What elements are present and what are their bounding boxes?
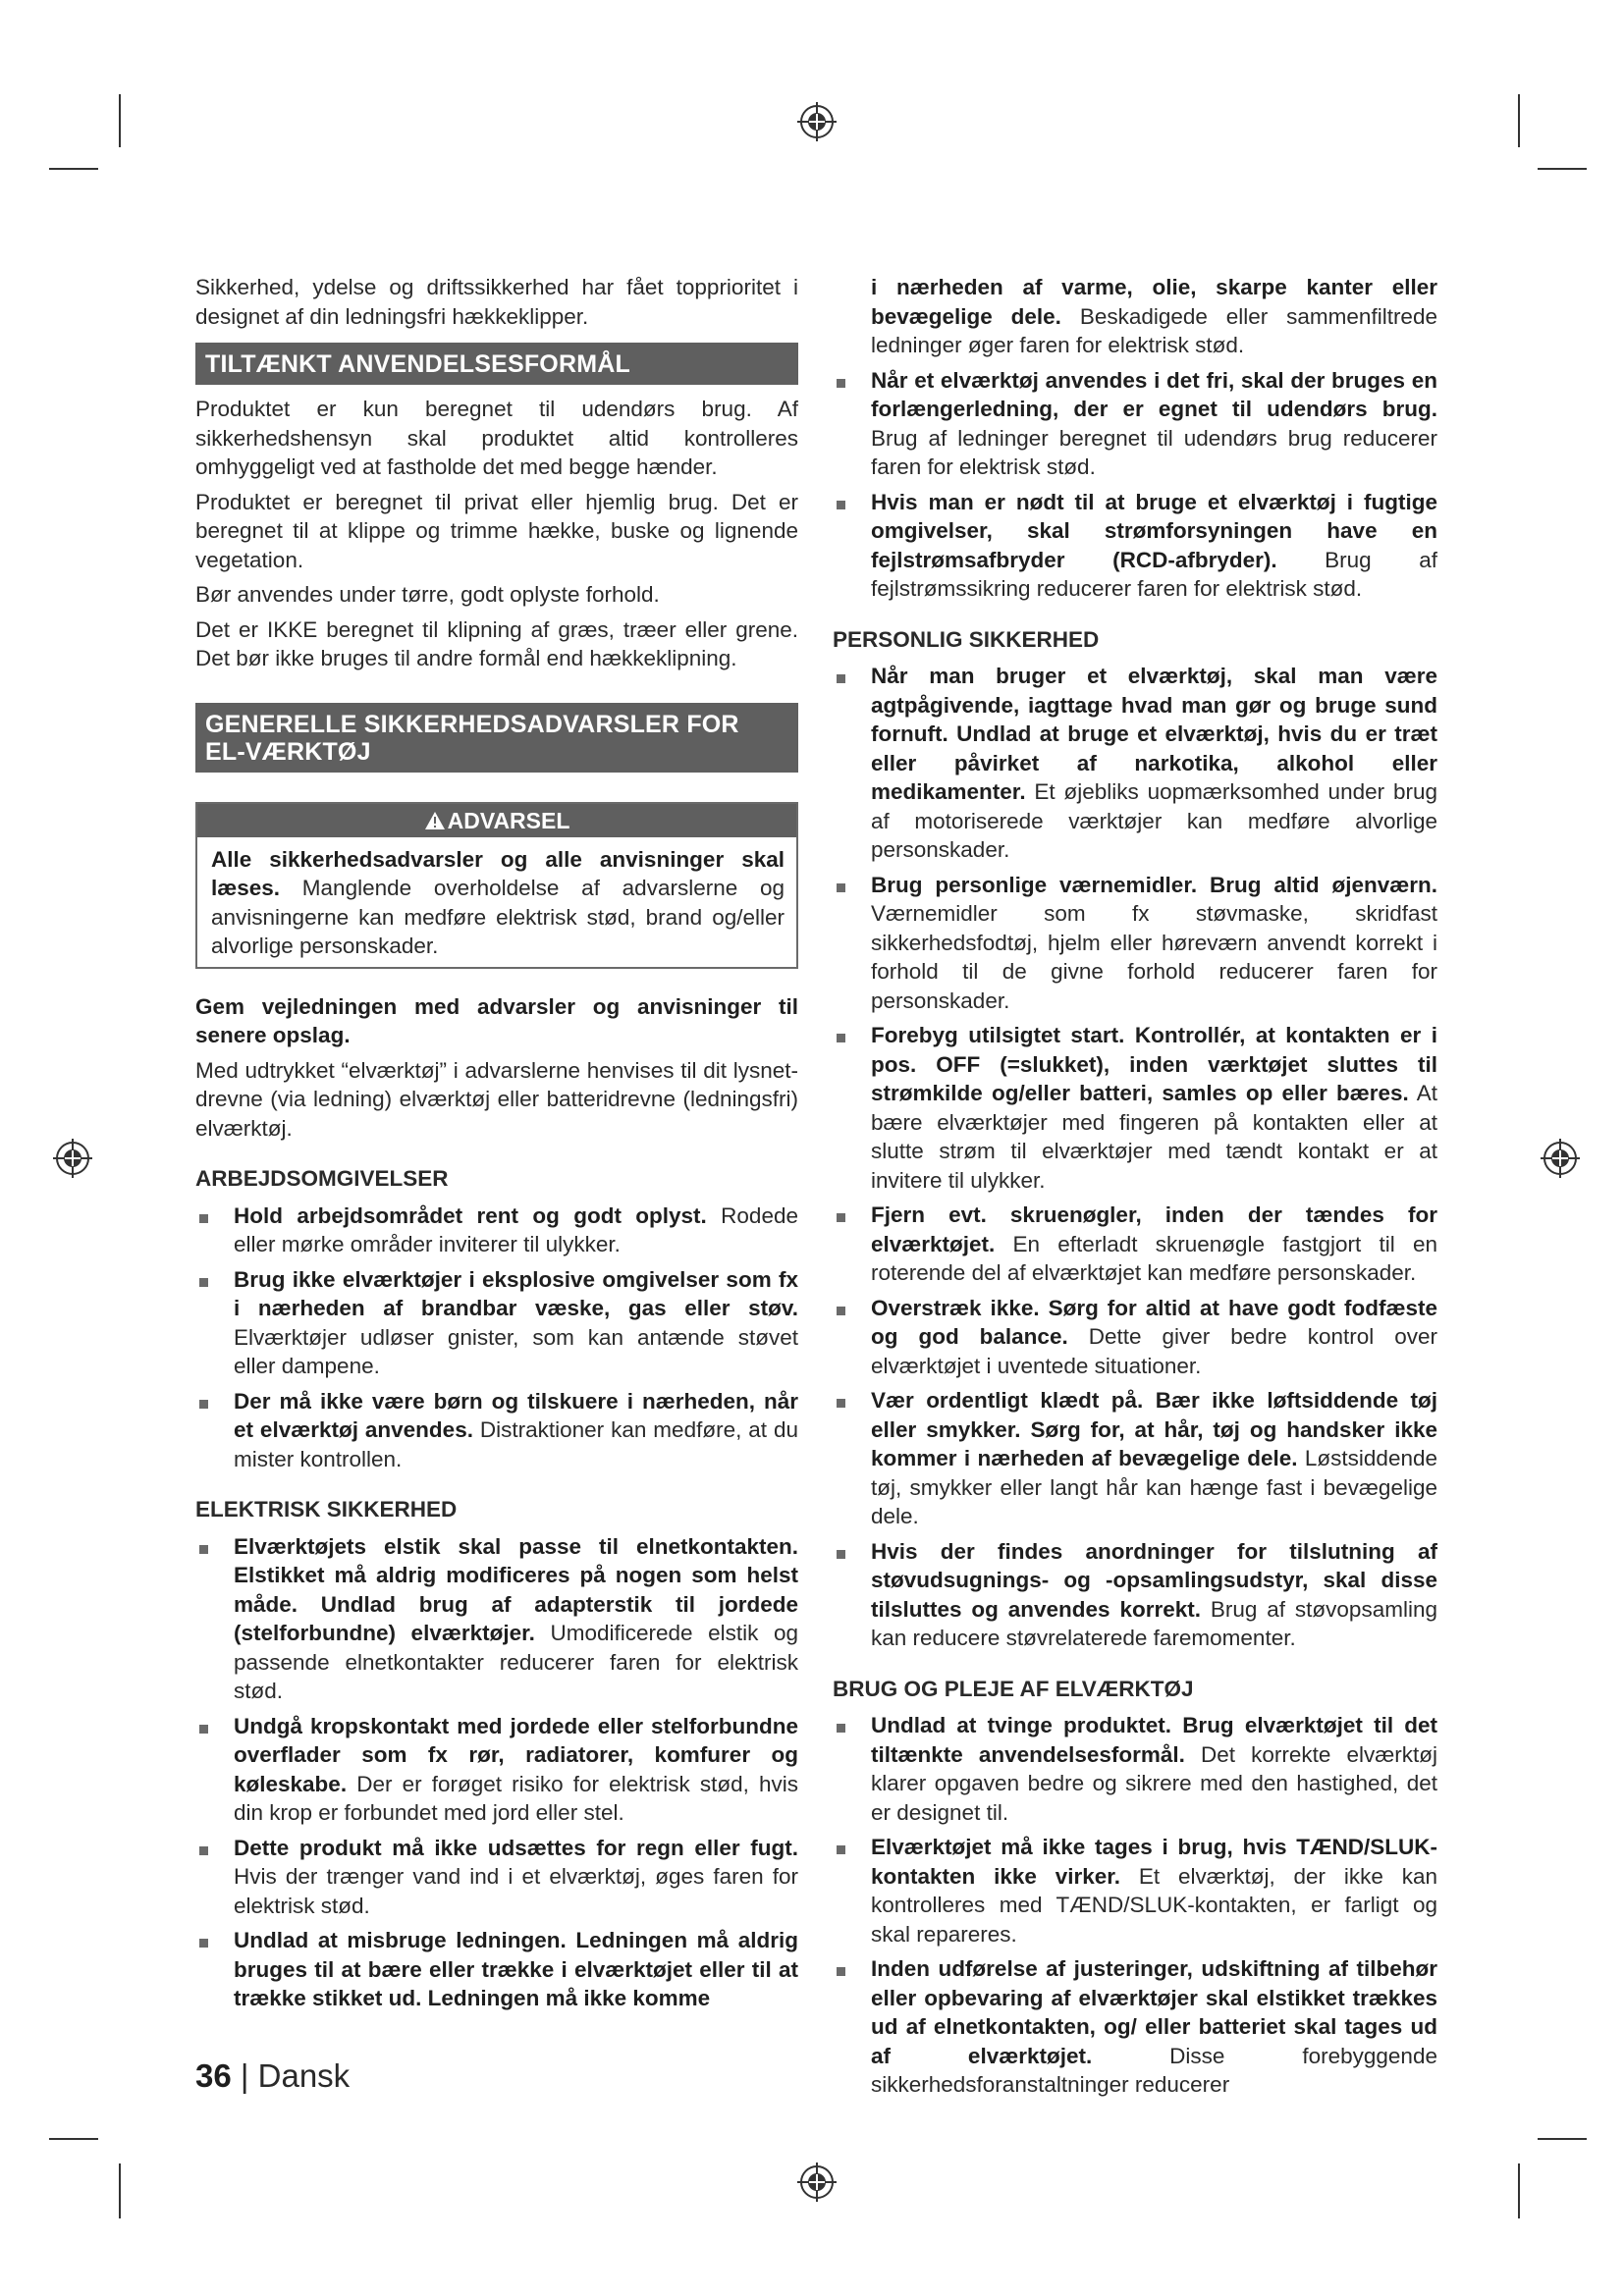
list-item: Brug personlige værnemidler. Brug altid øjenværn. Værnemidler som fx støvmaske, skridfast sikkerhedsfodtøj, hjelm eller høreværn anvendt korrekt i forhold til de givne forhold reducerer faren for personskader. (833, 871, 1437, 1016)
list-item: Undgå kropskontakt med jordede eller stelforbundne overflader som fx rør, radiatorer, komfurer og køleskabe. Der er forøget risiko for elektrisk stød, hvis din krop er forbundet med jord eller stel. (195, 1712, 798, 1828)
crop-mark (1518, 94, 1520, 147)
subheading-electrical-safety: ELEKTRISK SIKKERHED (195, 1497, 458, 1522)
definition-paragraph: Med udtrykket “elværktøj” i advarslerne henvises til dit lysnet-drevne (via ledning) elværktøj eller batteridrevne (ledningsfri) elværktøj. (195, 1057, 798, 1141)
section-heading-line: EL-VÆRKTØJ (205, 737, 371, 766)
section-heading-intended-use: TILTÆNKT ANVENDELSESFORMÅL (195, 343, 798, 385)
crop-mark (1538, 2138, 1587, 2140)
list-item: Dette produkt må ikke udsættes for regn eller fugt. Hvis der trænger vand ind i et elværktøj, øges faren for elektrisk stød. (195, 1834, 798, 1921)
warning-triangle-icon (424, 811, 446, 830)
subheading-personal-safety: PERSONLIG SIKKERHED (833, 626, 1100, 652)
section-heading-line: GENERELLE SIKKERHEDSADVARSLER FOR (205, 710, 739, 738)
list-item: Når man bruger et elværktøj, skal man være agtpågivende, iagttage hvad man gør og bruge sund fornuft. Undlad at bruge et elværktøj, hvis du er træt eller påvirket af narkotika, alkohol eller medikamenter. Et øjebliks uopmærksomhed under brug af motoriserede værktøjer kan medføre alvorlige personskader. (833, 662, 1437, 865)
list-item: Hold arbejdsområdet rent og godt oplyst. Rodede eller mørke områder inviterer til ulykker. (195, 1201, 798, 1259)
electrical-list-continued (833, 366, 1437, 604)
list-item: Når et elværktøj anvendes i det fri, skal der bruges en forlængerledning, der er egnet til udendørs brug. Brug af ledninger beregnet til udendørs brug reducerer faren for elektrisk stød. (833, 366, 1437, 482)
right-column (833, 273, 1437, 2106)
list-item: Undlad at misbruge ledningen. Ledningen må aldrig bruges til at bære eller trække i elværktøjet eller til at trække stikket ud. Ledningen må ikke komme (195, 1926, 798, 2013)
personal-safety-list (833, 662, 1437, 1653)
body-paragraph: Produktet er kun beregnet til udendørs brug. Af sikkerhedshensyn skal produktet altid kontrolleres omhyggeligt ved at fastholde det med begge hænder. (195, 397, 798, 479)
keep-instructions-text: Gem vejledningen med advarsler og anvisninger til senere opslag. (195, 993, 798, 1047)
crop-mark (49, 168, 98, 170)
body-paragraph: Bør anvendes under tørre, godt oplyste forhold. (195, 582, 660, 607)
body-paragraph: Produktet er beregnet til privat eller hjemlig brug. Det er beregnet til at klippe og trimme hække, buske og lignende vegetation. (195, 489, 798, 572)
list-item: Brug ikke elværktøjer i eksplosive omgivelser som fx i nærheden af brandbar væske, gas eller støv. Elværktøjer udløser gnister, som kan antænde støvet eller dampene. (195, 1265, 798, 1381)
crop-mark (1538, 168, 1587, 170)
registration-mark-icon (795, 100, 839, 143)
footer-language: Dansk (257, 2057, 351, 2094)
list-item: Hvis man er nødt til at bruge et elværktøj i fugtige omgivelser, skal strømforsyningen have en fejlstrømsafbryder (RCD-afbryder). Brug af fejlstrømssikring reducerer faren for elektrisk stød. (833, 488, 1437, 604)
list-item: Elværktøjet må ikke tages i brug, hvis TÆND/SLUK-kontakten ikke virker. Et elværktøj, der ikke kan kontrolleres med TÆND/SLUK-kontakten, er farligt og skal repareres. (833, 1833, 1437, 1949)
list-item: Fjern evt. skruenøgler, inden der tændes for elværktøjet. En efterladt skruenøgle fastgjort til en roterende del af elværktøjet kan medføre personskader. (833, 1201, 1437, 1288)
subheading-use-and-care: BRUG OG PLEJE AF ELVÆRKTØJ (833, 1676, 1194, 1701)
intro-paragraph: Sikkerhed, ydelse og driftssikkerhed har fået topprioritet i designet af din ledningsfri hækkeklipper. (195, 275, 798, 329)
list-item: Undlad at tvinge produktet. Brug elværktøjet til det tiltænkte anvendelsesformål. Det korrekte elværktøj klarer opgaven bedre og sikrere med den hastighed, det er designet til. (833, 1711, 1437, 1827)
section-heading-general-safety (195, 703, 798, 773)
left-column (195, 273, 798, 2019)
continued-item: i nærheden af varme, olie, skarpe kanter eller bevægelige dele. Beskadigede eller sammenfiltrede ledninger øger faren for elektrisk stød. (871, 275, 1437, 357)
warning-header (197, 804, 796, 837)
page-footer (195, 2057, 350, 2095)
registration-mark-icon (795, 2161, 839, 2204)
list-item: Hvis der findes anordninger for tilslutning af støvudsugnings- og -opsamlingsudstyr, skal disse tilsluttes og anvendes korrekt. Brug af støvopsamling kan reducere støvrelaterede faremomenter. (833, 1537, 1437, 1653)
registration-mark-icon (1539, 1137, 1582, 1180)
use-care-list (833, 1711, 1437, 2100)
list-item: Overstræk ikke. Sørg for altid at have godt fodfæste og god balance. Dette giver bedre kontrol over elværktøjet i uventede situationer. (833, 1294, 1437, 1381)
list-item: Inden udførelse af justeringer, udskiftning af tilbehør eller opbevaring af elværktøjer skal elstikket trækkes ud af elnetkontakten, og/ eller batteriet skal tages ud af elværktøjet. Disse forebyggende sikkerhedsforanstaltninger reducerer (833, 1954, 1437, 2100)
list-item: Forebyg utilsigtet start. Kontrollér, at kontakten er i pos. OFF (=slukket), inden værktøjet sluttes til strømkilde og/eller batteri, samles op eller bæres. At bære elværktøjer med fingeren på kontakten eller at slutte strøm til elværktøjer med tændt kontakt er at invitere til ulykker. (833, 1021, 1437, 1195)
warning-body (197, 837, 796, 967)
work-area-list (195, 1201, 798, 1474)
crop-mark (1518, 2163, 1520, 2218)
list-item: Der må ikke være børn og tilskuere i nærheden, når et elværktøj anvendes. Distraktioner kan medføre, at du mister kontrollen. (195, 1387, 798, 1474)
list-item: Vær ordentligt klædt på. Bær ikke løftsiddende tøj eller smykker. Sørg for, at hår, tøj og handsker ikke kommer i nærheden af bevægelige dele. Løstsiddende tøj, smykker eller langt hår kan hænge fast i bevægelige dele. (833, 1386, 1437, 1531)
crop-mark (119, 2163, 121, 2218)
registration-mark-icon (51, 1137, 94, 1180)
warning-box (195, 802, 798, 969)
electrical-list (195, 1532, 798, 2013)
list-item: Elværktøjets elstik skal passe til elnetkontakten. Elstikket må aldrig modificeres på nogen som helst måde. Undlad brug af adapterstik til jordede (stelforbundne) elværktøjer. Umodificerede elstik og passende elnetkontakter reducerer faren for elektrisk stød. (195, 1532, 798, 1706)
body-paragraph: Det er IKKE beregnet til klipning af græs, træer eller grene. Det bør ikke bruges til andre formål end hækkeklipning. (195, 616, 798, 670)
footer-separator: | (231, 2057, 258, 2094)
warning-text: Manglende overholdelse af advarslerne og anvisningerne kan medføre elektrisk stød, brand og/eller alvorlige personskader. (211, 876, 785, 958)
page-number: 36 (195, 2057, 232, 2094)
warning-title: ADVARSEL (447, 807, 570, 833)
crop-mark (49, 2138, 98, 2140)
warning-bold-text: Alle sikkerhedsadvarsler og alle anvisninger skal læses. (211, 846, 785, 900)
subheading-work-area: ARBEJDSOMGIVELSER (195, 1166, 449, 1191)
crop-mark (119, 94, 121, 147)
